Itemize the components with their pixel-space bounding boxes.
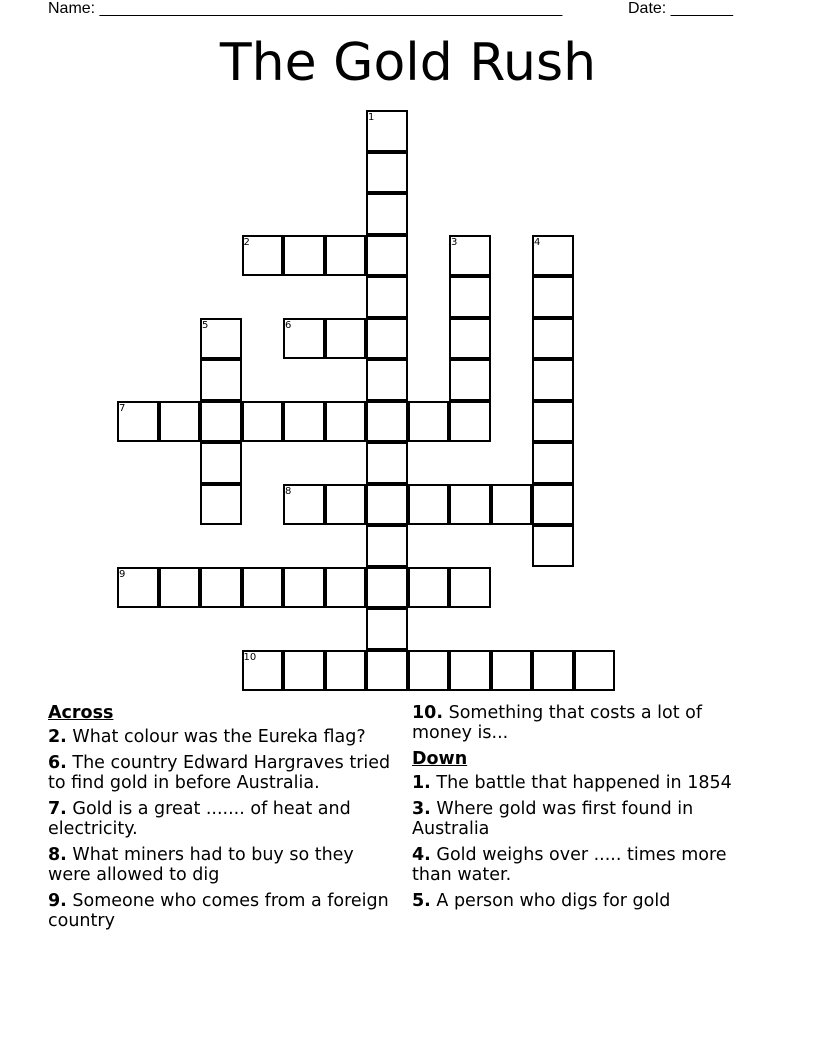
clue-down-5 bbox=[412, 891, 762, 911]
crossword-cell[interactable] bbox=[325, 235, 367, 277]
clues-column-left bbox=[48, 703, 398, 937]
crossword-cell[interactable] bbox=[200, 442, 242, 484]
crossword-cell[interactable] bbox=[366, 193, 408, 235]
cell-number: 8 bbox=[285, 485, 292, 497]
crossword-cell[interactable] bbox=[532, 650, 574, 692]
clue-text: Something that costs a lot of money is... bbox=[412, 703, 703, 743]
clue-across-9 bbox=[48, 891, 398, 931]
crossword-cell[interactable] bbox=[449, 650, 491, 692]
clue-text: Someone who comes from a foreign country bbox=[48, 891, 389, 931]
crossword-cell[interactable] bbox=[366, 276, 408, 318]
clues-column-right bbox=[412, 703, 762, 917]
crossword-cell[interactable] bbox=[200, 567, 242, 609]
clue-number: 9. bbox=[48, 891, 67, 911]
crossword-cell[interactable] bbox=[491, 484, 533, 526]
crossword-cell[interactable] bbox=[532, 484, 574, 526]
cell-number: 6 bbox=[285, 319, 292, 331]
clue-number: 4. bbox=[412, 845, 431, 865]
crossword-cell[interactable] bbox=[408, 484, 450, 526]
clue-text: Gold weighs over ..... times more than water. bbox=[412, 845, 727, 885]
crossword-cell[interactable] bbox=[159, 567, 201, 609]
crossword-cell[interactable] bbox=[449, 276, 491, 318]
clue-number: 1. bbox=[412, 773, 431, 793]
clue-number: 8. bbox=[48, 845, 67, 865]
crossword-cell[interactable] bbox=[200, 484, 242, 526]
clue-across-6 bbox=[48, 753, 398, 793]
crossword-cell[interactable] bbox=[242, 567, 284, 609]
clue-number: 10. bbox=[412, 703, 444, 723]
clue-number: 7. bbox=[48, 799, 67, 819]
crossword-cell[interactable] bbox=[366, 359, 408, 401]
crossword-cell[interactable] bbox=[366, 484, 408, 526]
clue-down-4 bbox=[412, 845, 762, 885]
cell-number: 4 bbox=[534, 236, 541, 248]
name-field-label: Name: ____________________________________________________ bbox=[48, 0, 563, 17]
clue-down-3 bbox=[412, 799, 762, 839]
crossword-cell[interactable] bbox=[366, 401, 408, 443]
clue-text: The country Edward Hargraves tried to find gold in before Australia. bbox=[48, 753, 391, 793]
crossword-cell[interactable] bbox=[449, 567, 491, 609]
clue-text: The battle that happened in 1854 bbox=[436, 773, 732, 793]
clue-text: What miners had to buy so they were allowed to dig bbox=[48, 845, 354, 885]
crossword-cell[interactable] bbox=[366, 567, 408, 609]
crossword-cell[interactable] bbox=[325, 650, 367, 692]
crossword-cell[interactable] bbox=[366, 442, 408, 484]
crossword-cell[interactable] bbox=[449, 318, 491, 360]
clue-text: What colour was the Eureka flag? bbox=[72, 727, 366, 747]
crossword-cell[interactable] bbox=[366, 525, 408, 567]
crossword-cell[interactable] bbox=[449, 359, 491, 401]
clue-number: 2. bbox=[48, 727, 67, 747]
cell-number: 1 bbox=[368, 112, 375, 123]
crossword-cell[interactable] bbox=[491, 650, 533, 692]
crossword-cell[interactable] bbox=[366, 608, 408, 650]
crossword-cell[interactable] bbox=[532, 359, 574, 401]
clue-text: Gold is a great ....... of heat and electricity. bbox=[48, 799, 351, 839]
crossword-cell[interactable] bbox=[200, 359, 242, 401]
page-title: The Gold Rush bbox=[219, 33, 597, 93]
crossword-cell[interactable] bbox=[283, 650, 325, 692]
crossword-cell[interactable] bbox=[325, 484, 367, 526]
crossword-cell[interactable] bbox=[366, 235, 408, 277]
date-field-label: Date: _______ bbox=[628, 0, 733, 17]
crossword-cell[interactable] bbox=[366, 152, 408, 194]
crossword-cell[interactable] bbox=[532, 442, 574, 484]
crossword-cell[interactable] bbox=[532, 401, 574, 443]
down-heading: Down bbox=[412, 749, 468, 769]
crossword-cell[interactable] bbox=[366, 650, 408, 692]
cell-number: 9 bbox=[119, 568, 126, 580]
crossword-cell[interactable] bbox=[283, 401, 325, 443]
crossword-cell[interactable] bbox=[325, 401, 367, 443]
cell-number: 7 bbox=[119, 402, 126, 414]
crossword-cell[interactable] bbox=[532, 525, 574, 567]
cell-number: 10 bbox=[243, 651, 257, 663]
crossword-cell[interactable] bbox=[449, 401, 491, 443]
crossword-cell[interactable] bbox=[325, 318, 367, 360]
across-heading: Across bbox=[48, 703, 114, 723]
crossword-cell[interactable] bbox=[283, 235, 325, 277]
clue-across-8 bbox=[48, 845, 398, 885]
clue-across-10 bbox=[412, 703, 762, 743]
crossword-cell[interactable] bbox=[449, 484, 491, 526]
crossword-cell[interactable] bbox=[366, 318, 408, 360]
clue-text: A person who digs for gold bbox=[436, 891, 671, 911]
crossword-cell[interactable] bbox=[532, 276, 574, 318]
clue-across-2 bbox=[48, 727, 398, 747]
crossword-cell[interactable] bbox=[408, 401, 450, 443]
crossword-cell[interactable] bbox=[325, 567, 367, 609]
cell-number: 2 bbox=[243, 236, 250, 248]
crossword-cell[interactable] bbox=[283, 567, 325, 609]
crossword-cell[interactable] bbox=[159, 401, 201, 443]
clue-number: 6. bbox=[48, 753, 67, 773]
clue-down-1 bbox=[412, 773, 762, 793]
crossword-cell[interactable] bbox=[408, 567, 450, 609]
crossword-cell[interactable] bbox=[574, 650, 616, 692]
crossword-cell[interactable] bbox=[408, 650, 450, 692]
clue-number: 3. bbox=[412, 799, 431, 819]
crossword-cell[interactable] bbox=[532, 318, 574, 360]
crossword-cell[interactable] bbox=[200, 401, 242, 443]
clue-text: Where gold was first found in Australia bbox=[412, 799, 694, 839]
clue-across-7 bbox=[48, 799, 398, 839]
crossword-cell[interactable] bbox=[242, 401, 284, 443]
cell-number: 3 bbox=[451, 236, 458, 248]
clue-number: 5. bbox=[412, 891, 431, 911]
cell-number: 5 bbox=[202, 319, 209, 331]
